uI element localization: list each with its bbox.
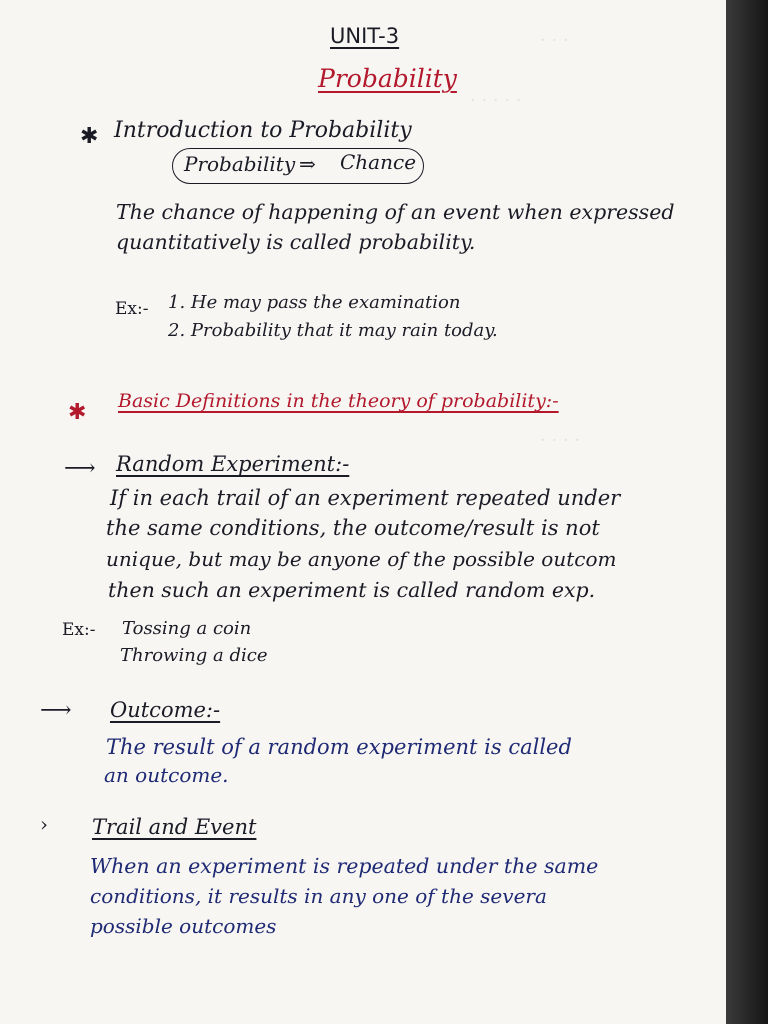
definition-text: an outcome.	[104, 763, 229, 787]
example-label: Ex:-	[62, 620, 96, 640]
definition-heading: Random Experiment:-	[116, 452, 350, 476]
page-shadow-edge	[726, 0, 768, 1024]
example-item: 2. Probability that it may rain today.	[168, 320, 498, 341]
definition-text: then such an experiment is called random exp.	[108, 578, 596, 602]
section-heading: Introduction to Probability	[114, 118, 412, 143]
arrow-bullet: ⟶	[64, 456, 96, 481]
definition-text: quantitatively is called probability.	[116, 230, 476, 254]
definition-text: When an experiment is repeated under the same	[90, 854, 599, 878]
bleed-through-mark: · · ·	[540, 30, 569, 51]
example-item: 1. He may pass the examination	[168, 292, 461, 313]
example-label: Ex:-	[115, 299, 149, 319]
example-item: Throwing a dice	[120, 645, 268, 666]
arrow-bullet: ⟶	[40, 698, 72, 723]
example-item: Tossing a coin	[122, 618, 252, 639]
pill-label-probability: Probability	[184, 152, 296, 176]
unit-heading: UNIT-3	[330, 24, 400, 48]
bullet-star: ✱	[80, 124, 99, 149]
bleed-through-mark: · · · ·	[540, 430, 581, 451]
definition-text: The result of a random experiment is called	[106, 735, 572, 759]
definition-text: The chance of happening of an event when expressed	[116, 200, 675, 224]
definition-text: the same conditions, the outcome/result is not	[106, 516, 600, 540]
bullet-star: ✱	[68, 400, 87, 425]
definition-heading: Trail and Event	[92, 815, 257, 839]
definition-text: unique, but may be anyone of the possible outcom	[106, 547, 617, 571]
implies-arrow: ⇒	[299, 152, 316, 176]
section-heading: Basic Definitions in the theory of probability:-	[118, 390, 559, 412]
definition-heading: Outcome:-	[110, 698, 221, 722]
definition-text: possible outcomes	[90, 914, 277, 938]
definition-text: conditions, it results in any one of the severa	[90, 884, 547, 908]
page-title: Probability	[318, 64, 457, 93]
pill-label-chance: Chance	[340, 150, 417, 174]
definition-text: If in each trail of an experiment repeated under	[110, 486, 621, 510]
bleed-through-mark: · · · · ·	[470, 90, 522, 111]
arrow-bullet: ›	[40, 812, 48, 836]
